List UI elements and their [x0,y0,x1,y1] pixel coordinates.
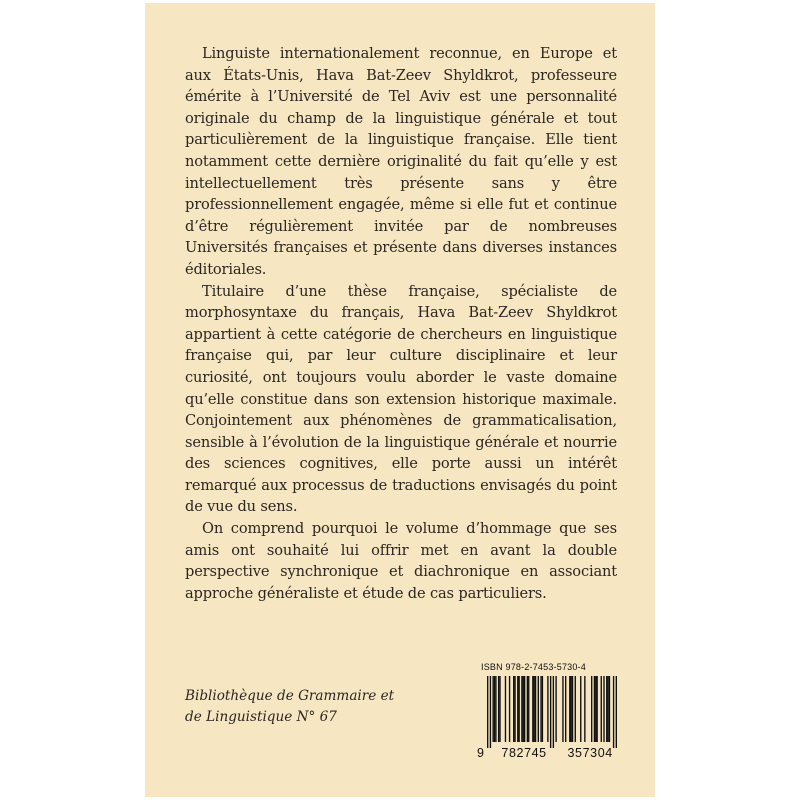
series-line-1: Bibliothèque de Grammaire et [185,688,395,704]
barcode-bar [535,676,536,742]
blurb-paragraph-1: Linguiste internationalement reconnue, en Europe et aux États-Unis, Hava Bat-Zeev Shyldkrot, professeure émérite à l’Université de Tel Aviv est une personnalité originale du champ de la linguistique générale et tout particulièrement de la linguistique française. Elle tient notamment cette dernière originalité du fait qu’elle y est intellectuellement très présente sans y être professionnellement engagée, même si elle fut et continue d’être régulièrement invitée par de nombreuses Universités françaises et présente dans diverses instances éditoriales. [185,45,617,278]
barcode-bar [505,676,506,742]
barcode-bar [490,676,491,748]
barcode-bar [523,676,524,742]
barcode-bar [521,676,522,742]
barcode-bar [492,676,493,742]
back-cover [145,3,655,797]
barcode-bar [613,676,614,748]
barcode-bar [513,676,514,742]
blurb-paragraph-3: On comprend pourquoi le volume d’hommage que ses amis ont souhaité lui offrir met en avant la double perspective synchronique et diachronique en associant approche généraliste et étude de cas particuliers. [185,520,617,602]
barcode-bars [487,676,617,748]
barcode-bar [534,676,535,742]
barcode-bar [553,676,554,748]
barcode-bar [499,676,500,742]
barcode-bar [606,676,607,742]
barcode-bar [527,676,528,742]
barcode-bar [562,676,563,742]
barcode-bar [596,676,597,742]
barcode-bar [570,676,571,742]
barcode-bar [569,676,570,742]
barcode-bar [609,676,610,742]
barcode-bar [601,676,602,742]
barcode-bar [528,676,529,742]
barcode-bar [518,676,519,742]
barcode-bar [547,676,548,742]
barcode-bar [591,676,592,742]
barcode-bar [572,676,573,742]
barcode-bar [616,676,617,748]
barcode-bar [514,676,515,742]
barcode-bar [487,676,488,748]
barcode-bar [542,676,543,742]
barcode-bar [524,676,525,742]
barcode-block [477,662,621,766]
barcode-bar [509,676,510,742]
ean-digit-first: 9 [477,746,485,760]
barcode-bar [517,676,518,742]
barcode-bar [550,676,551,748]
barcode-bar [555,676,556,742]
barcode-bar [565,676,566,742]
series-title [185,686,425,728]
barcode-bar [580,676,581,742]
blurb-text [185,43,617,604]
barcode-bar [540,676,541,742]
isbn-label: ISBN 978-2-7453-5730-4 [481,662,586,672]
ean-digits [477,746,621,760]
barcode-bar [494,676,495,742]
barcode-bar [575,676,576,742]
ean-digits-right: 357304 [567,746,613,760]
barcode-bar [532,676,533,742]
blurb-paragraph-2: Titulaire d’une thèse française, spécialiste de morphosyntaxe du français, Hava Bat-Zeev Shyldkrot appartient à cette catégorie de chercheurs en linguistique française qui, par leur culture disciplinaire et leur curiosité, ont toujours voulu aborder le vaste domaine qu’elle constitue dans son extension historique maximale. Conjointement aux phénomènes de grammaticalisation, sensible à l’évolution de la linguistique générale et nourrie des sciences cognitives, elle porte aussi un intérêt remarqué aux processus de traductions envisagés du point de vue du sens. [185,282,617,516]
barcode-bar [603,676,604,742]
barcode-bar [584,676,585,742]
series-line-2: de Linguistique N° 67 [185,709,337,725]
ean-digits-left: 782745 [501,746,547,760]
barcode-bar [595,676,596,742]
barcode-bar [538,676,539,742]
barcode-bar [607,676,608,742]
barcode-bar [495,676,496,742]
barcode-bar [498,676,499,742]
barcode-bar [594,676,595,742]
